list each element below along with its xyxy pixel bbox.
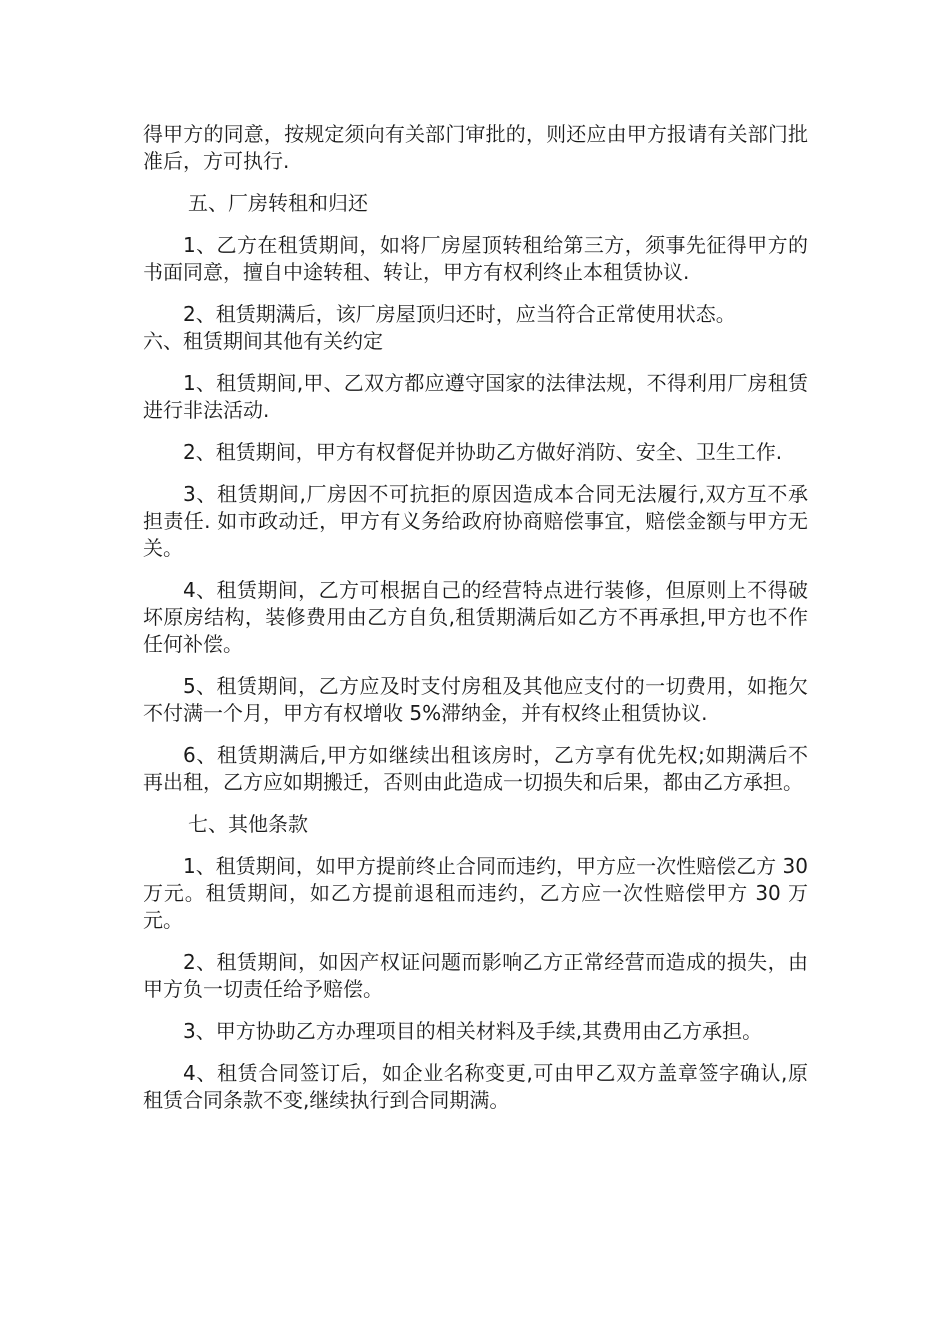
paragraph-continuation: 得甲方的同意，按规定须向有关部门审批的，则还应由甲方报请有关部门批准后，方可执行. xyxy=(143,122,808,173)
section-heading-7: 七、其他条款 xyxy=(188,812,308,836)
clause-5-2: 2、租赁期满后，该厂房屋顶归还时，应当符合正常使用状态。 xyxy=(183,302,736,326)
clause-6-6: 6、租赁期满后,甲方如继续出租该房时，乙方享有优先权;如期满后不再出租，乙方应如期搬迁，否则由此造成一切损失和后果，都由乙方承担。 xyxy=(143,743,808,794)
clause-6-2: 2、租赁期间，甲方有权督促并协助乙方做好消防、安全、卫生工作. xyxy=(183,440,783,464)
section-heading-6: 六、租赁期间其他有关约定 xyxy=(143,329,383,353)
clause-6-1: 1、租赁期间,甲、乙双方都应遵守国家的法律法规，不得利用厂房租赁进行非法活动. xyxy=(143,371,808,422)
document-body xyxy=(143,121,808,1129)
clause-5-1: 1、乙方在租赁期间，如将厂房屋顶转租给第三方，须事先征得甲方的书面同意，擅自中途转租、转让，甲方有权利终止本租赁协议. xyxy=(143,233,808,284)
clause-7-1: 1、租赁期间，如甲方提前终止合同而违约，甲方应一次性赔偿乙方 30 万元。租赁期间，如乙方提前退租而违约，乙方应一次性赔偿甲方 30 万元。 xyxy=(143,854,808,932)
clause-7-2: 2、租赁期间，如因产权证问题而影响乙方正常经营而造成的损失，由甲方负一切责任给予赔偿。 xyxy=(143,950,808,1001)
clause-6-5: 5、租赁期间，乙方应及时支付房租及其他应支付的一切费用，如拖欠不付满一个月，甲方有权增收 5%滞纳金，并有权终止租赁协议. xyxy=(143,674,808,725)
section-heading-5: 五、厂房转租和归还 xyxy=(188,191,368,215)
clause-7-3: 3、甲方协助乙方办理项目的相关材料及手续,其费用由乙方承担。 xyxy=(183,1019,763,1043)
clause-6-4: 4、租赁期间，乙方可根据自己的经营特点进行装修，但原则上不得破坏原房结构，装修费用由乙方自负,租赁期满后如乙方不再承担,甲方也不作任何补偿。 xyxy=(143,578,808,656)
clause-6-3: 3、租赁期间,厂房因不可抗拒的原因造成本合同无法履行,双方互不承担责任. 如市政动迁，甲方有义务给政府协商赔偿事宜，赔偿金额与甲方无关。 xyxy=(143,482,808,560)
clause-7-4: 4、租赁合同签订后，如企业名称变更,可由甲乙双方盖章签字确认,原租赁合同条款不变,继续执行到合同期满。 xyxy=(143,1061,808,1112)
